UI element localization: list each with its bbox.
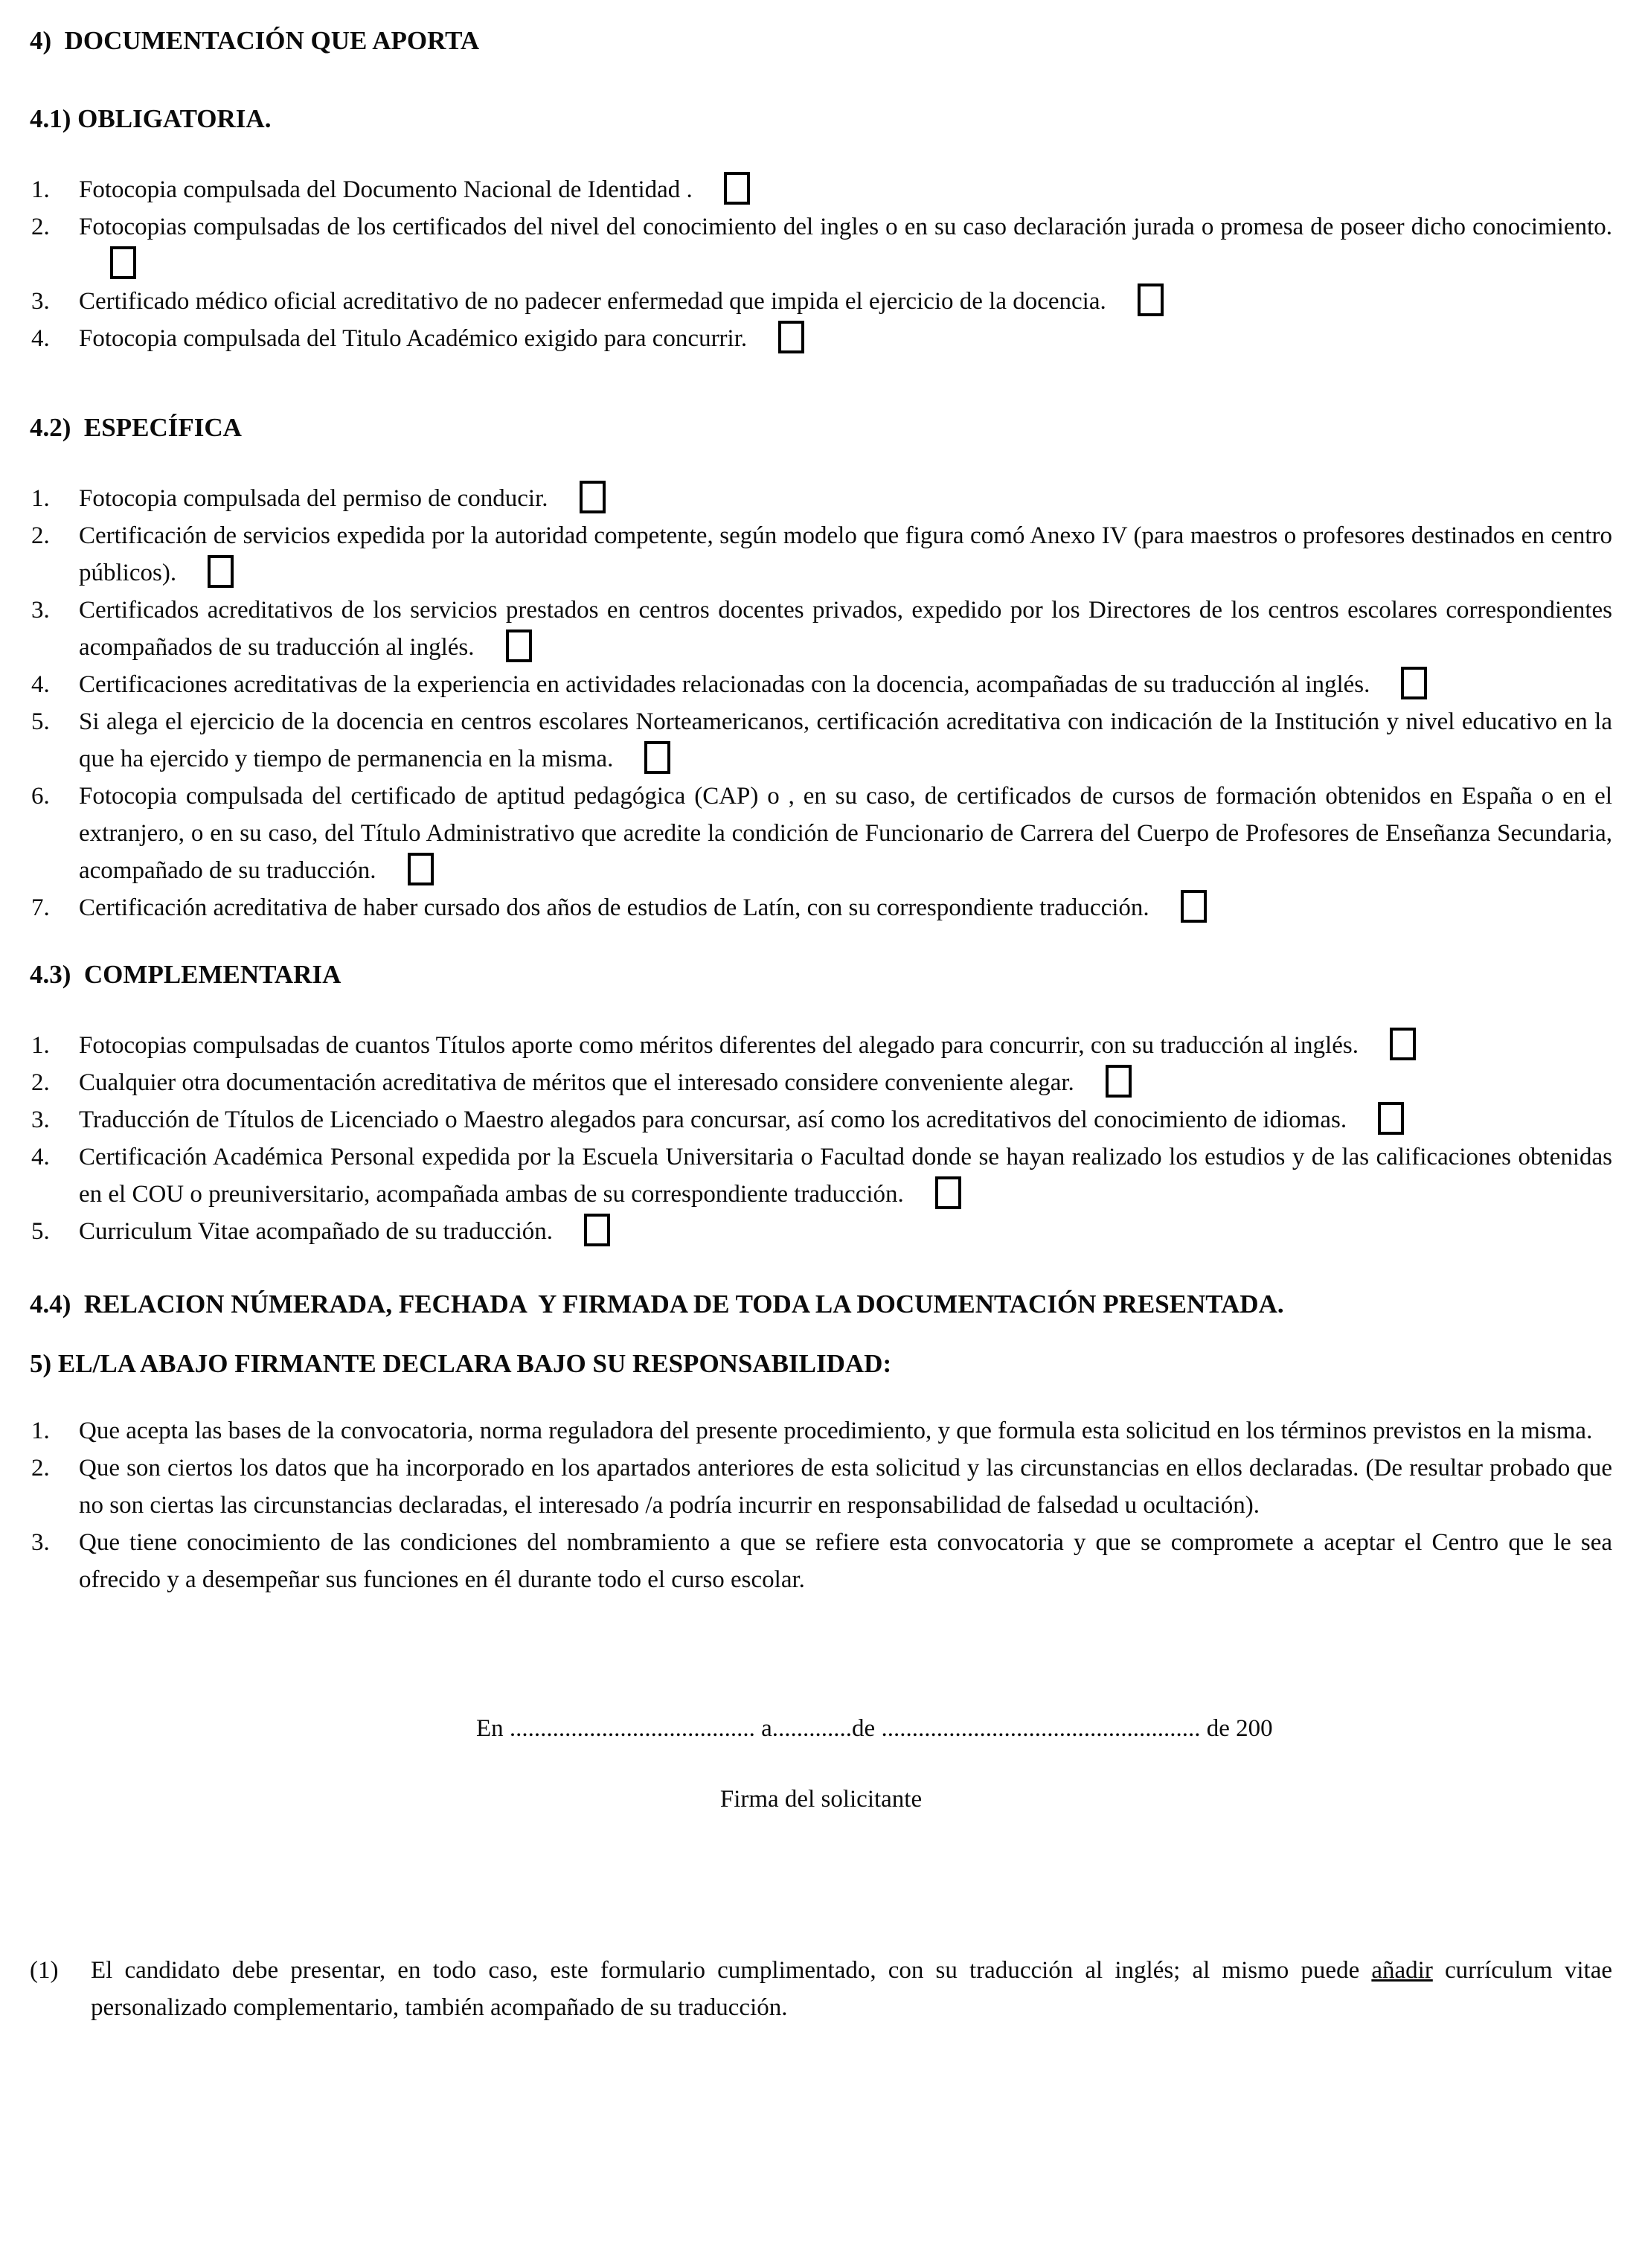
checkbox[interactable] [1390, 1028, 1416, 1060]
list-item [30, 1213, 1612, 1250]
list-item [30, 1449, 1612, 1524]
item-number: 2. [31, 1455, 50, 1481]
item-text: Que tiene conocimiento de las condiciones del nombramiento a que se refiere esta convocatoria y que se compromete a aceptar el Centro que le sea ofrecido y a desempeñar sus funciones en él durante todo el curso escolar. [79, 1529, 1612, 1593]
list-item [30, 778, 1612, 889]
item-number: 4. [31, 1144, 50, 1170]
footnote [30, 1952, 1612, 2026]
list-item [30, 320, 1612, 357]
item-number: 3. [31, 1106, 50, 1133]
list-item [30, 171, 1612, 208]
item-text: Cualquier otra documentación acreditativa de méritos que el interesado considere conveniente alegar. [79, 1069, 1074, 1096]
checkbox[interactable] [935, 1176, 961, 1209]
list-item [30, 1138, 1612, 1213]
especifica-list [30, 480, 1612, 926]
item-text: Que son ciertos los datos que ha incorporado en los apartados anteriores de esta solicitud y las circunstancias en ellos declaradas. (De resultar probado que no son ciertas las circunstancias declaradas, el interesado /a podría incurrir en responsabilidad de falsedad u ocultación). [79, 1455, 1612, 1519]
checkbox[interactable] [580, 481, 606, 513]
list-item [30, 889, 1612, 926]
checkbox[interactable] [1138, 284, 1164, 316]
checkbox[interactable] [1401, 667, 1427, 699]
checkbox[interactable] [110, 246, 136, 279]
list-item [30, 1027, 1612, 1064]
item-number: 2. [31, 1069, 50, 1096]
signature-date-line: En ........................................ a.............de .................................................... de 200 [476, 1715, 1273, 1742]
item-number: 3. [31, 1529, 50, 1556]
item-text: Fotocopia compulsada del Documento Nacional de Identidad . [79, 176, 693, 203]
item-number: 7. [31, 894, 50, 921]
footnote-text: El candidato debe presentar, en todo caso, este formulario cumplimentado, con su traducción al inglés; al mismo puede [91, 1957, 1372, 1984]
item-number: 1. [31, 176, 50, 203]
item-text: Fotocopias compulsadas de cuantos Títulos aporte como méritos diferentes del alegado para concurrir, con su traducción al inglés. [79, 1032, 1359, 1059]
list-item [30, 1524, 1612, 1598]
section-4-title: 4) DOCUMENTACIÓN QUE APORTA [30, 26, 480, 55]
checkbox[interactable] [644, 741, 670, 774]
item-text: Traducción de Títulos de Licenciado o Maestro alegados para concursar, así como los acreditativos del conocimiento de idiomas. [79, 1106, 1347, 1133]
list-item [30, 480, 1612, 517]
item-text: Que acepta las bases de la convocatoria, norma reguladora del presente procedimiento, y que formula esta solicitud en los términos previstos en la misma. [79, 1418, 1593, 1444]
item-text: Certificación de servicios expedida por la autoridad competente, según modelo que figura comó Anexo IV (para maestros o profesores destinados en centro públicos). [79, 522, 1612, 586]
section-5-heading: 5) EL/LA ABAJO FIRMANTE DECLARA BAJO SU RESPONSABILIDAD: [30, 1349, 892, 1378]
item-text: Si alega el ejercicio de la docencia en centros escolares Norteamericanos, certificación acreditativa con indicación de la Institución y nivel educativo en la que ha ejercido y tiempo de permanencia en la misma. [79, 708, 1612, 772]
section-4-4-heading: 4.4) RELACION NÚMERADA, FECHADA Y FIRMADA DE TODA LA DOCUMENTACIÓN PRESENTADA. [30, 1290, 1284, 1319]
item-text: Fotocopia compulsada del Titulo Académico exigido para concurrir. [79, 325, 748, 352]
complementaria-list [30, 1027, 1612, 1250]
checkbox[interactable] [1181, 890, 1207, 923]
item-text: Fotocopia compulsada del permiso de conducir. [79, 485, 548, 512]
item-text: Fotocopias compulsadas de los certificados del nivel del conocimiento del ingles o en su caso declaración jurada o promesa de poseer dicho conocimiento. [79, 214, 1612, 240]
item-number: 1. [31, 1032, 50, 1059]
list-item [30, 1412, 1612, 1449]
checkbox[interactable] [506, 630, 532, 662]
checkbox[interactable] [778, 321, 804, 353]
section-4-2-heading: 4.2) ESPECÍFICA [30, 413, 242, 442]
item-number: 4. [31, 671, 50, 698]
section-4-3-heading: 4.3) COMPLEMENTARIA [30, 960, 341, 989]
checkbox[interactable] [408, 853, 434, 885]
item-number: 1. [31, 485, 50, 512]
item-number: 2. [31, 522, 50, 549]
item-number: 3. [31, 288, 50, 315]
footnote-underlined-word: añadir [1371, 1957, 1433, 1984]
item-text: Certificación acreditativa de haber cursado dos años de estudios de Latín, con su correspondiente traducción. [79, 894, 1149, 921]
checkbox[interactable] [1106, 1065, 1132, 1098]
checkbox[interactable] [1378, 1102, 1404, 1135]
signature-label: Firma del solicitante [719, 1786, 923, 1813]
list-item [30, 208, 1612, 283]
list-item [30, 517, 1612, 592]
list-item [30, 592, 1612, 666]
item-number: 5. [31, 708, 50, 735]
item-text: Certificado médico oficial acreditativo de no padecer enfermedad que impida el ejercicio de la docencia. [79, 288, 1106, 315]
item-number: 2. [31, 214, 50, 240]
item-number: 3. [31, 597, 50, 624]
item-number: 6. [31, 783, 50, 810]
item-number: 5. [31, 1218, 50, 1245]
checkbox[interactable] [208, 555, 234, 588]
item-number: 4. [31, 325, 50, 352]
footnote-text-after: currículum vitae personalizado complementario, también acompañado de su traducción. [91, 1957, 1612, 2021]
item-number: 1. [31, 1418, 50, 1444]
checkbox[interactable] [584, 1214, 610, 1246]
item-text: Certificación Académica Personal expedida por la Escuela Universitaria o Facultad donde se hayan realizado los estudios y de las calificaciones obtenidas en el COU o preuniversitario, acompañada ambas de su correspondiente traducción. [79, 1144, 1612, 1208]
list-item [30, 703, 1612, 778]
item-text: Certificaciones acreditativas de la experiencia en actividades relacionadas con la docencia, acompañadas de su traducción al inglés. [79, 671, 1370, 698]
list-item [30, 666, 1612, 703]
obligatoria-list [30, 171, 1612, 357]
list-item [30, 1101, 1612, 1138]
checkbox[interactable] [724, 172, 750, 205]
item-text: Curriculum Vitae acompañado de su traducción. [79, 1218, 554, 1245]
list-item [30, 283, 1612, 320]
declaration-list [30, 1412, 1612, 1598]
footnote-marker: (1) [30, 1957, 59, 1984]
section-4-1-heading: 4.1) OBLIGATORIA. [30, 104, 272, 133]
list-item [30, 1064, 1612, 1101]
item-text: Certificados acreditativos de los servicios prestados en centros docentes privados, expedido por los Directores de los centros escolares correspondientes acompañados de su traducción al inglés. [79, 597, 1612, 661]
item-text: Fotocopia compulsada del certificado de aptitud pedagógica (CAP) o , en su caso, de certificados de cursos de formación obtenidos en España o en el extranjero, o en su caso, del Título Administrativo que acredite la condición de Funcionario de Carrera del Cuerpo de Profesores de Enseñanza Secundaria, acompañado de su traducción. [79, 783, 1612, 884]
